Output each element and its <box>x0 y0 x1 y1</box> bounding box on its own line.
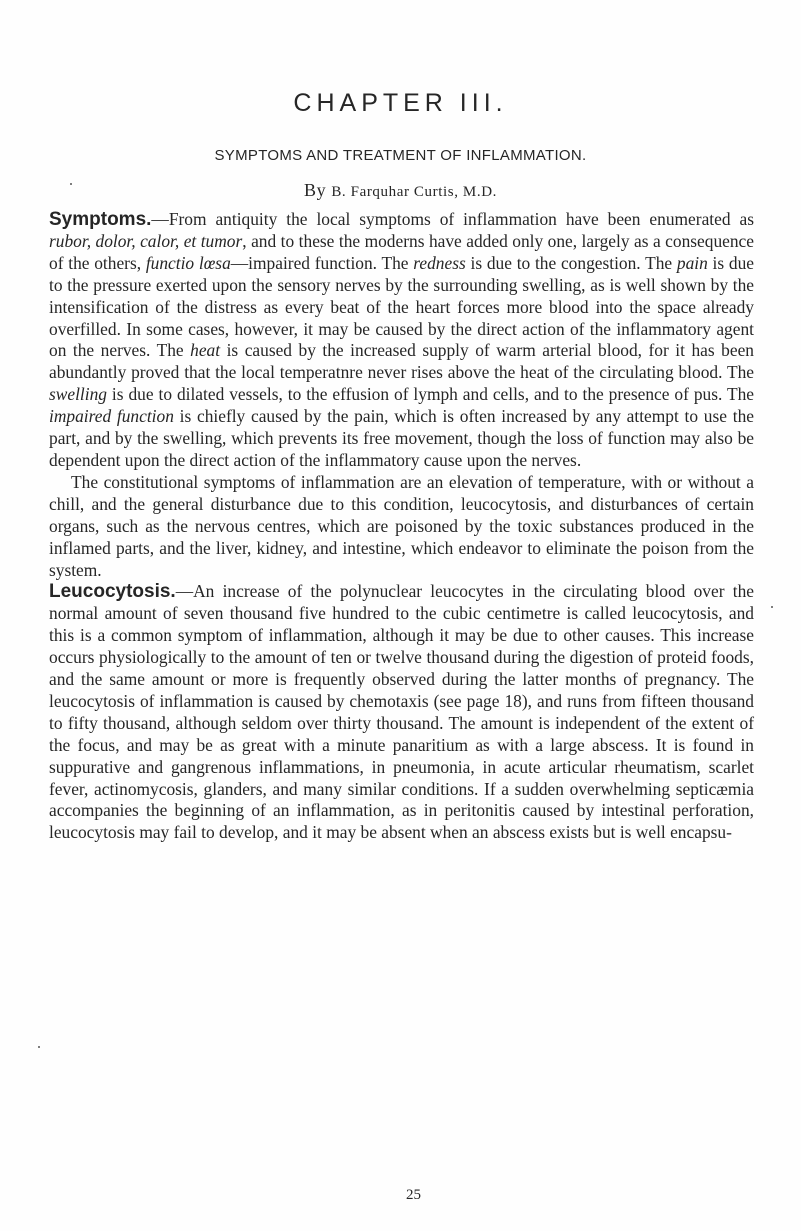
byline <box>0 178 801 204</box>
latin-term-functio-laesa: functio lœsa <box>145 252 231 273</box>
chapter-heading: CHAPTER III. <box>293 89 508 117</box>
symptoms-paragraph: Symptoms.—From antiquity the local symptoms of inflammation have been enumerated as rubor, dolor, calor, et tumor, and to these the moderns have added only one, largely as a consequence of the others, functio lœsa—impaired function. The redness is due to the congestion. The pain is due to the pressure exerted upon the sensory nerves by the surrounding swelling, as is well shown by the intensification of the distress as every beat of the heart forces more blood into the space already overfilled. In some cases, however, it may be caused by the direct action of the inflammatory agent on the nerves. The heat is caused by the increased supply of warm arterial blood, for it has been abundantly proved that the local temperatnre never rises above the heat of the circulating blood. The swelling is due to dilated vessels, to the effusion of lymph and cells, and to the presence of pus. The impaired function is chiefly caused by the pain, which is often increased by any attempt to use the part, and by the swelling, which prevents its free movement, though the loss of function may also be dependent upon the direct action of the inflammatory cause upon the nerves. <box>49 209 754 470</box>
term-swelling: swelling <box>49 384 107 405</box>
print-speck <box>70 183 72 185</box>
constitutional-symptoms-paragraph: The constitutional symptoms of inflammation are an elevation of temperature, with or without a chill, and the general disturbance due to this condition, leucocytosis, and disturbances of certain organs, such as the nervous centres, which are poisoned by the toxic substances produced in the inflamed parts, and the liver, kidney, and intestine, which endeavor to eliminate the poison from the system. <box>49 471 754 580</box>
leucocytosis-paragraph: Leucocytosis.—An increase of the polynuclear leucocytes in the circulating blood over the normal amount of seven thousand five hundred to the cubic centimetre is called leucocytosis, and this is a common symptom of inflammation, although it may be due to other causes. This increase occurs physiologically to the amount of ten or twelve thousand during the digestion of proteid foods, and the same amount or more is frequently observed during the latter months of pregnancy. The leucocytosis of inflammation is caused by chemotaxis (see page 18), and runs from fifteen thousand to fifty thousand, although seldom over thirty thousand. The amount is independent of the extent of the focus, and may be as great with a minute panaritium as with a large abscess. It is found in suppurative and gangrenous inflammations, in pneumonia, in acute articular rheumatism, scarlet fever, actinomycosis, glanders, and many similar conditions. If a sudden overwhelming septicæmia accompanies the beginning of an inflammation, as in peritonitis caused by intestinal perforation, leucocytosis may fail to develop, and it may be absent when an abscess exists but is well encapsu- <box>49 581 754 843</box>
term-redness: redness <box>413 252 466 273</box>
author-name: B. Farquhar Curtis, M.D. <box>331 184 497 200</box>
print-speck <box>38 1046 40 1048</box>
term-heat: heat <box>190 340 221 361</box>
section-heading-symptoms: Symptoms. <box>49 209 152 230</box>
term-impaired-function: impaired function <box>49 406 174 427</box>
page-number: 25 <box>406 1187 421 1203</box>
print-speck <box>771 606 773 608</box>
term-pain: pain <box>676 252 708 273</box>
section-heading-leucocytosis: Leucocytosis. <box>49 581 176 603</box>
chapter-title: SYMPTOMS AND TREATMENT OF INFLAMMATION. <box>214 147 587 164</box>
body-text <box>49 209 754 844</box>
byline-prefix: By <box>304 180 332 200</box>
latin-terms: rubor, dolor, calor, et tumor <box>49 230 243 251</box>
